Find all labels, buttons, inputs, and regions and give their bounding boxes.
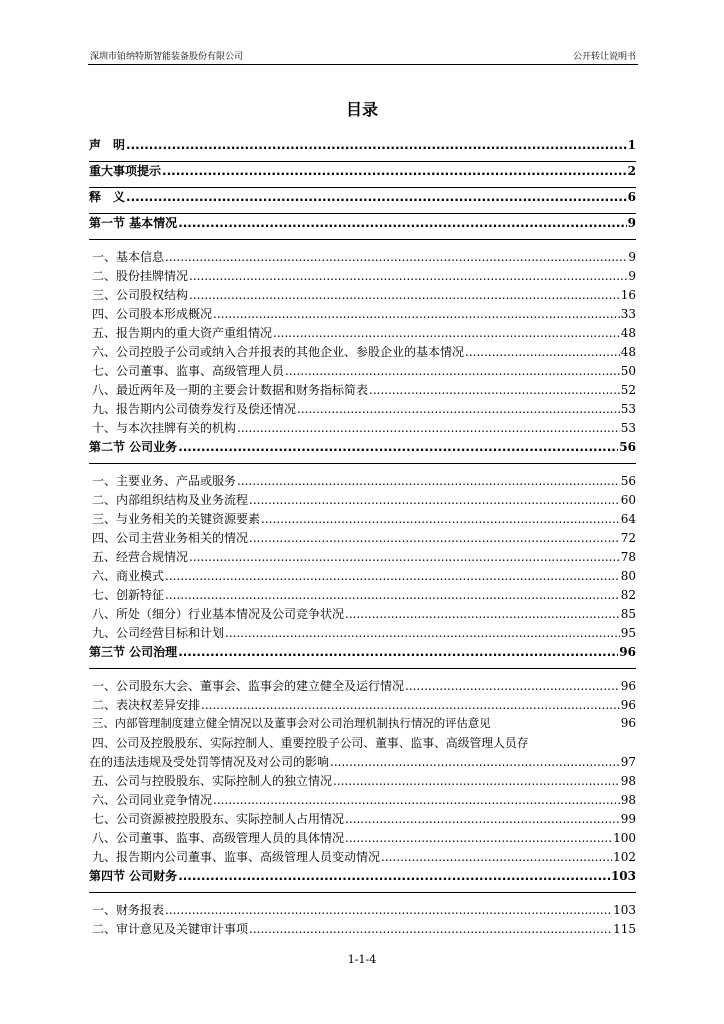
toc-entry-declaration[interactable]: 声 明 ..... 1 (89, 136, 636, 162)
toc-item[interactable]: 七、创新特征 ..... 82 (89, 586, 636, 605)
toc-item[interactable]: 七、公司资源被控股股东、实际控制人占用情况 ..... 99 (89, 810, 636, 829)
toc-item[interactable]: 九、报告期内公司债券发行及偿还情况 ..... 53 (89, 400, 636, 419)
toc-item[interactable]: 四、公司主营业务相关的情况 ..... 72 (89, 529, 636, 548)
toc-section-4[interactable]: 第四节 公司财务 ..... 103 (89, 867, 636, 893)
toc-item[interactable]: 十、与本次挂牌有关的机构 ..... 53 (89, 419, 636, 438)
company-name: 深圳市铂纳特斯智能装备股份有限公司 (90, 52, 244, 62)
toc-item[interactable]: 二、审计意见及关键审计事项 ..... 115 (89, 920, 636, 939)
toc-item[interactable]: 三、与业务相关的关键资源要素 ..... 64 (89, 510, 636, 529)
toc-section-3[interactable]: 第三节 公司治理 ..... 96 (89, 643, 636, 669)
toc-item[interactable]: 四、公司股本形成概况 ..... 33 (89, 305, 636, 324)
document-type: 公开转让说明书 (572, 52, 636, 62)
toc-item[interactable]: 四、公司及控股股东、实际控制人、重要控股子公司、董事、监事、高级管理人员存 在的违法违规及受处罚等情况及对公司的影响 ..... 97 (89, 734, 636, 772)
toc-item[interactable]: 九、报告期内公司董事、监事、高级管理人员变动情况 ..... 102 (89, 848, 636, 867)
toc-item[interactable]: 五、公司与控股股东、实际控制人的独立情况 ..... 98 (89, 772, 636, 791)
toc-item[interactable]: 六、商业模式 ..... 80 (89, 567, 636, 586)
toc-item[interactable]: 二、股份挂牌情况 ..... 9 (89, 267, 636, 286)
toc-item[interactable]: 八、所处（细分）行业基本情况及公司竞争状况 ..... 85 (89, 605, 636, 624)
toc-section-1[interactable]: 第一节 基本情况 ..... 9 (89, 214, 636, 240)
toc-item[interactable]: 九、公司经营目标和计划 ..... 95 (89, 624, 636, 643)
toc-item[interactable]: 二、表决权差异安排 ..... 96 (89, 696, 636, 715)
toc-item[interactable]: 二、内部组织结构及业务流程 ..... 60 (89, 491, 636, 510)
toc-item[interactable]: 五、报告期内的重大资产重组情况 ..... 48 (89, 324, 636, 343)
toc-item[interactable]: 六、公司同业竞争情况 ..... 98 (89, 791, 636, 810)
toc-item[interactable]: 六、公司控股子公司或纳入合并报表的其他企业、参股企业的基本情况 ..... 48 (89, 343, 636, 362)
toc-item[interactable]: 三、内部管理制度建立健全情况以及董事会对公司治理机制执行情况的评估意见 96 (92, 716, 636, 730)
toc-entry-definitions[interactable]: 释 义 ..... 6 (89, 188, 636, 214)
toc-item[interactable]: 一、主要业务、产品或服务 ..... 56 (89, 472, 636, 491)
toc-item[interactable]: 八、最近两年及一期的主要会计数据和财务指标简表 ..... 52 (89, 381, 636, 400)
toc-item[interactable]: 八、公司董事、监事、高级管理人员的具体情况 ..... 100 (89, 829, 636, 848)
toc-entry-major-matters[interactable]: 重大事项提示 ..... 2 (89, 162, 636, 188)
toc-item[interactable]: 一、公司股东大会、董事会、监事会的建立健全及运行情况 ..... 96 (89, 677, 636, 696)
toc-item[interactable]: 五、经营合规情况 ..... 78 (89, 548, 636, 567)
table-of-contents (89, 136, 636, 939)
toc-section-2[interactable]: 第二节 公司业务 ..... 56 (89, 438, 636, 464)
toc-title: 目录 (345, 100, 378, 119)
toc-item[interactable]: 一、财务报表 ..... 103 (89, 901, 636, 920)
toc-item[interactable]: 七、公司董事、监事、高级管理人员 ..... 50 (89, 362, 636, 381)
toc-item[interactable]: 一、基本信息 ..... 9 (89, 248, 636, 267)
page-header (88, 50, 638, 65)
toc-item[interactable]: 三、公司股权结构 ..... 16 (89, 286, 636, 305)
page-number: 1-1-4 (347, 953, 377, 966)
